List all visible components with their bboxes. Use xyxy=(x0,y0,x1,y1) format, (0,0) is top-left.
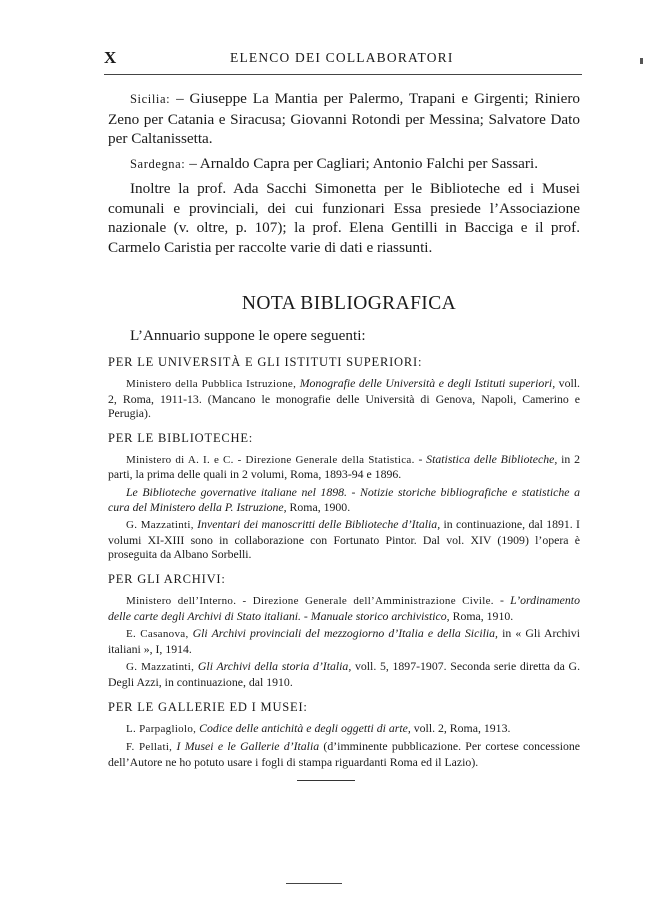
entry-title: Monografie delle Università e degli Istituti superiori, xyxy=(299,376,556,390)
entry-details: voll. 2, Roma, 1911-13. (Mancano le monografie delle Università di Genova, Napoli, Camerino e Perugia). xyxy=(108,376,580,421)
entry-author: Ministero della Pubblica Istruzione, xyxy=(126,378,297,390)
entry-details: Roma, 1900. xyxy=(286,499,351,514)
page-body xyxy=(108,89,580,772)
region-label: Sardegna: xyxy=(130,156,186,171)
entry-details: voll. 5, 1897-1907. Seconda serie diretta da G. Degli Azzi, in continuazione, dal 1910. xyxy=(108,659,581,689)
paragraph-sardegna xyxy=(108,154,580,175)
bibliography-entry xyxy=(108,452,580,482)
bibliography-entry xyxy=(108,659,580,689)
entry-details: (d’imminente pubblicazione. Per cortese concessione dell’Autore ne ho potuto usare i fogli di stampa riguardanti Roma ed il Lazio). xyxy=(108,739,580,769)
bibliography-entry xyxy=(108,485,580,514)
subheading-gallerie: PER LE GALLERIE ED I MUSEI: xyxy=(108,699,308,714)
bibliography-entry xyxy=(108,739,580,769)
entry-details: voll. 2, Roma, 1913. xyxy=(410,720,511,735)
entry-title: - L’ordinamento delle carte degli Archivi di Stato italiani. - Manuale storico archivistico, xyxy=(108,592,580,623)
running-head: ELENCO DEI COLLABORATORI xyxy=(230,50,454,65)
entry-author: G. Mazzatinti, xyxy=(126,519,194,532)
entry-details: Roma, 1910. xyxy=(449,608,514,623)
subheading-archivi: PER GLI ARCHIVI: xyxy=(108,571,226,586)
page-header xyxy=(104,48,582,76)
entry-author: L. Parpagliolo, xyxy=(126,722,197,735)
entry-title: Gli Archivi provinciali del mezzogiorno d’Italia e della Sicilia, xyxy=(192,626,498,641)
entry-author: F. Pellati, xyxy=(126,741,173,754)
entry-details: in 2 parti, la prima delle quali in 2 volumi, Roma, 1893-94 e 1896. xyxy=(108,451,580,482)
bibliography-entry xyxy=(108,721,580,737)
entry-title: Gli Archivi della storia d’Italia, xyxy=(197,659,352,674)
entry-title: I Musei e le Gallerie d’Italia xyxy=(176,739,320,754)
bibliography-entry xyxy=(108,593,580,623)
section-end-rule xyxy=(297,780,355,781)
paragraph-sicilia xyxy=(108,89,580,149)
region-text: – Giuseppe La Mantia per Palermo, Trapani e Girgenti; Riniero Zeno per Catania e Siracusa; Giovanni Rotondi per Messina; Salvatore Dato per Caltanissetta. xyxy=(108,90,580,147)
section-title: NOTA BIBLIOGRAFICA xyxy=(241,293,457,314)
bibliography-entry xyxy=(108,626,580,656)
entry-title: - Statistica delle Biblioteche, xyxy=(418,451,558,466)
entry-title: Codice delle antichità e degli oggetti di arte, xyxy=(199,720,411,735)
bibliography-entry xyxy=(108,517,580,562)
subheading-biblioteche: PER LE BIBLIOTECHE: xyxy=(108,430,254,445)
entry-author: G. Mazzatinti, xyxy=(126,661,195,674)
entry-details: in continuazione, dal 1891. I volumi XI-XIII sono in collaborazione con Fortunato Pintor. Dal vol. XIV (1909) l’opera è proseguita da Albano Sorbelli. xyxy=(108,517,580,562)
paragraph-inoltre: Inoltre la prof. Ada Sacchi Simonetta per le Biblioteche ed i Musei comunali e provinciali, dei cui funzionari Essa presiede l’Associazione nazionale (v. oltre, p. 107); la prof. Elena Gentilli in Bacciga e il prof. Carmelo Caristia per raccolte varie di dati e riassunti. xyxy=(108,180,580,256)
footer-rule xyxy=(286,883,342,884)
entry-details: in « Gli Archivi italiani », I, 1914. xyxy=(108,626,580,656)
corner-mark xyxy=(640,58,643,64)
header-rule xyxy=(104,74,582,75)
region-label: Sicilia: xyxy=(130,92,171,106)
bibliography-entry xyxy=(108,376,580,421)
entry-author: Ministero dell’Interno. - Direzione Generale dell’Amministrazione Civile. xyxy=(126,594,494,607)
region-text: – Arnaldo Capra per Cagliari; Antonio Falchi per Sassari. xyxy=(185,154,539,172)
page-number: X xyxy=(104,48,117,67)
entry-title: Le Biblioteche governative italiane nel 1898. - Notizie storiche bibliografiche e statistiche a cura del Ministero della P. Istruzione, xyxy=(108,484,580,514)
entry-author: E. Casanova, xyxy=(126,628,189,641)
entry-title: Inventari dei manoscritti delle Biblioteche d’Italia, xyxy=(197,517,441,532)
entry-author: Ministero di A. I. e C. - Direzione Generale della Statistica. xyxy=(126,453,415,466)
subheading-universita: PER LE UNIVERSITÀ E GLI ISTITUTI SUPERIORI: xyxy=(108,355,423,369)
intro-line: L’Annuario suppone le opere seguenti: xyxy=(130,327,366,344)
